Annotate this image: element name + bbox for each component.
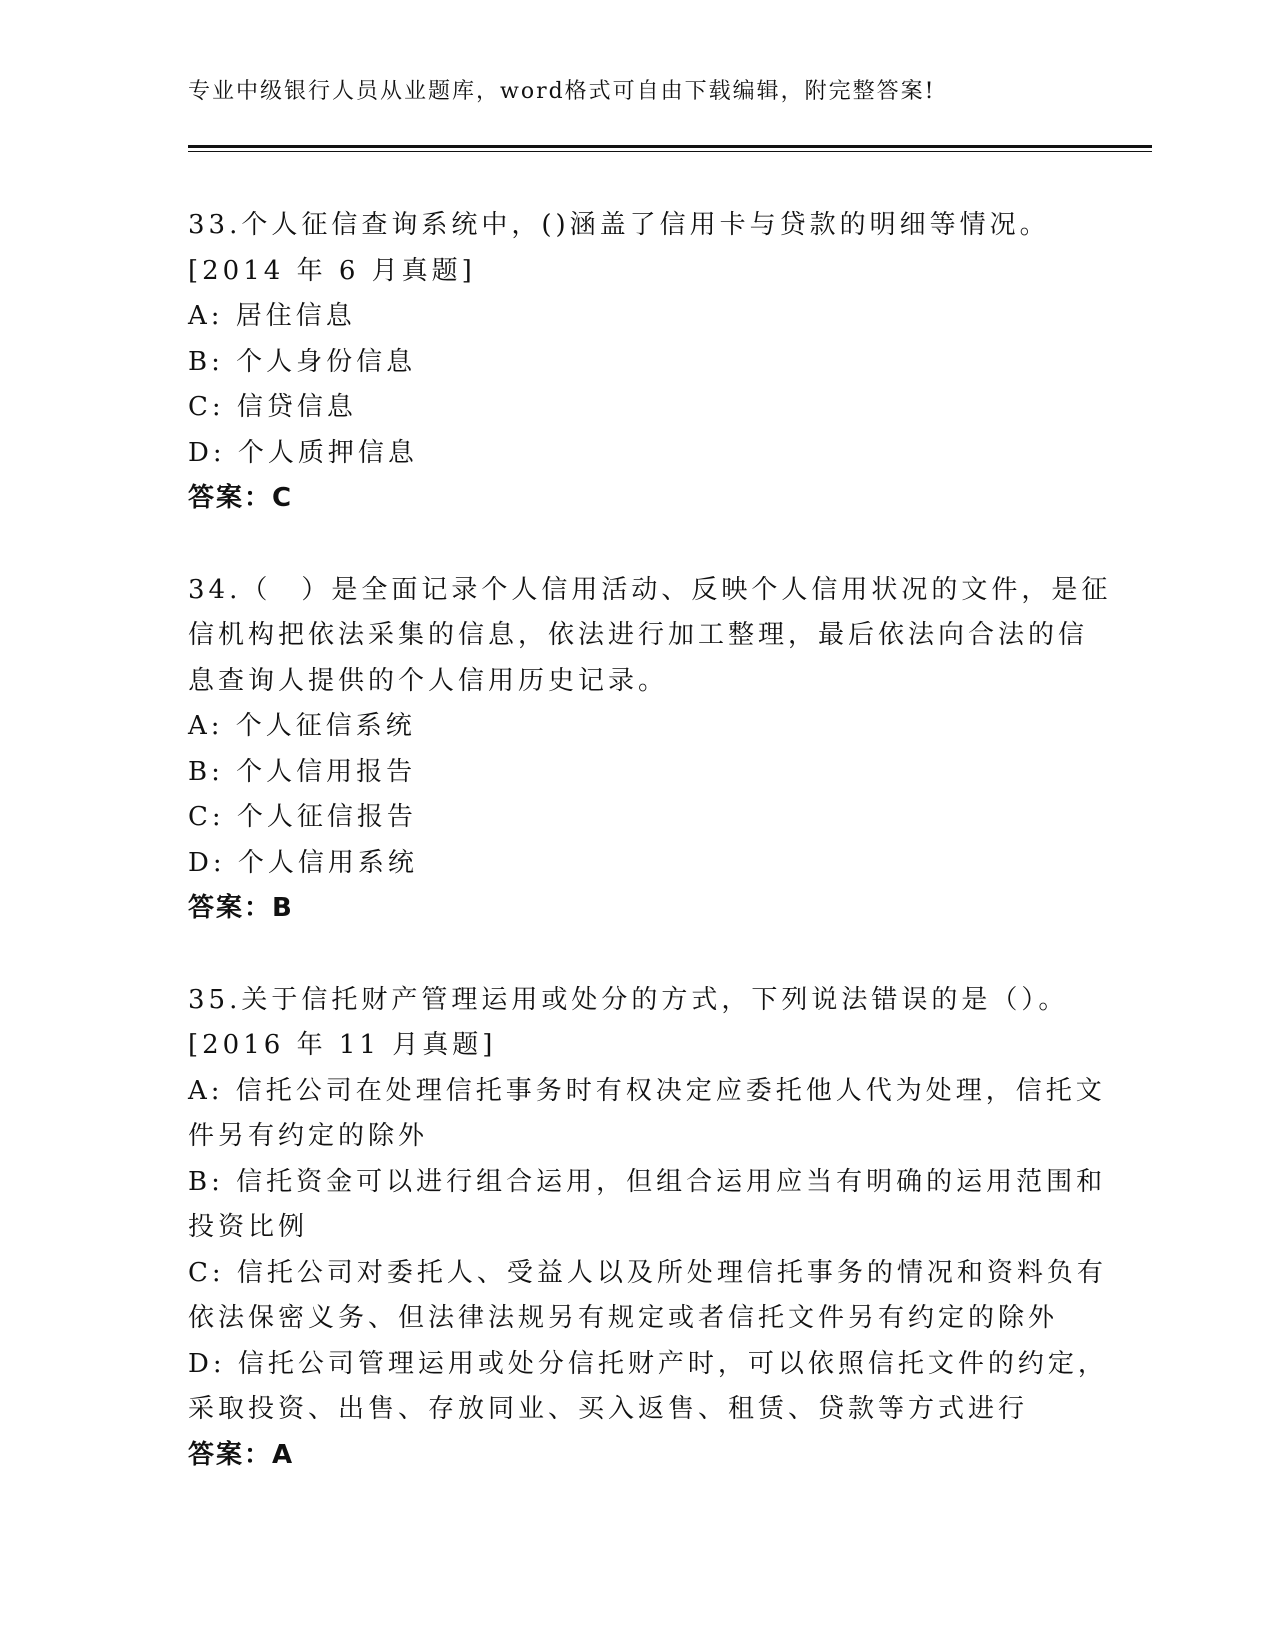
question-34-option-d: D: 个人信用系统 [188,847,418,878]
question-35-option-a-line-2: 件另有约定的除外 [188,1121,429,1151]
question-35-option-c-line-2: 依法保密义务、但法律法规另有规定或者信托文件另有约定的除外 [188,1303,1059,1333]
question-34-option-c: C: 个人征信报告 [188,802,417,832]
question-35-option-c-line-1: C: 信托公司对委托人、受益人以及所处理信托事务的情况和资料负有 [188,1257,1107,1288]
question-35-option-b-line-1: B: 信托资金可以进行组合运用，但组合运用应当有明确的运用范围和 [188,1166,1107,1197]
question-35-source: [2016 年 11 月真题] [188,1030,497,1060]
question-35-option-d-line-2: 采取投资、出售、存放同业、买入返售、租赁、贷款等方式进行 [188,1394,1029,1424]
question-34-stem-line-3: 息查询人提供的个人信用历史记录。 [188,665,669,696]
question-34-stem-line-1: 34.（ ）是全面记录个人信用活动、反映个人信用状况的文件，是征 [188,574,1112,605]
question-35-option-d-line-1: D: 信托公司管理运用或处分信托财产时，可以依照信托文件的约定， [188,1348,1108,1379]
question-35-option-b-line-2: 投资比例 [188,1212,309,1242]
question-33 [188,203,1088,522]
question-35-answer: 答案：A [188,1439,295,1470]
header-divider [188,145,1152,148]
question-33-option-a: A: 居住信息 [188,301,356,331]
question-34-stem-line-2: 信机构把依法采集的信息，依法进行加工整理，最后依法向合法的信 [188,620,1089,650]
question-34-answer: 答案：B [188,893,294,923]
question-34-option-a: A: 个人征信系统 [188,711,416,741]
question-34-option-b: B: 个人信用报告 [188,756,417,787]
question-33-answer: 答案：C [188,483,294,513]
question-list [188,203,1112,1524]
question-35-stem-line-1: 35.关于信托财产管理运用或处分的方式，下列说法错误的是（）。 [188,984,1069,1015]
question-33-option-c: C: 信贷信息 [188,392,357,422]
question-33-stem-line-1: 33.个人征信查询系统中，()涵盖了信用卡与贷款的明细等情况。 [188,210,1050,240]
question-34 [188,568,1112,932]
question-33-option-b: B: 个人身份信息 [188,346,417,377]
question-35 [188,978,1108,1479]
question-33-source: [2014 年 6 月真题] [188,255,476,286]
question-33-option-d: D: 个人质押信息 [188,437,418,468]
question-35-option-a-line-1: A: 信托公司在处理信托事务时有权决定应委托他人代为处理，信托文 [188,1075,1106,1106]
page-header: 专业中级银行人员从业题库，word格式可自由下载编辑，附完整答案! [188,79,936,104]
